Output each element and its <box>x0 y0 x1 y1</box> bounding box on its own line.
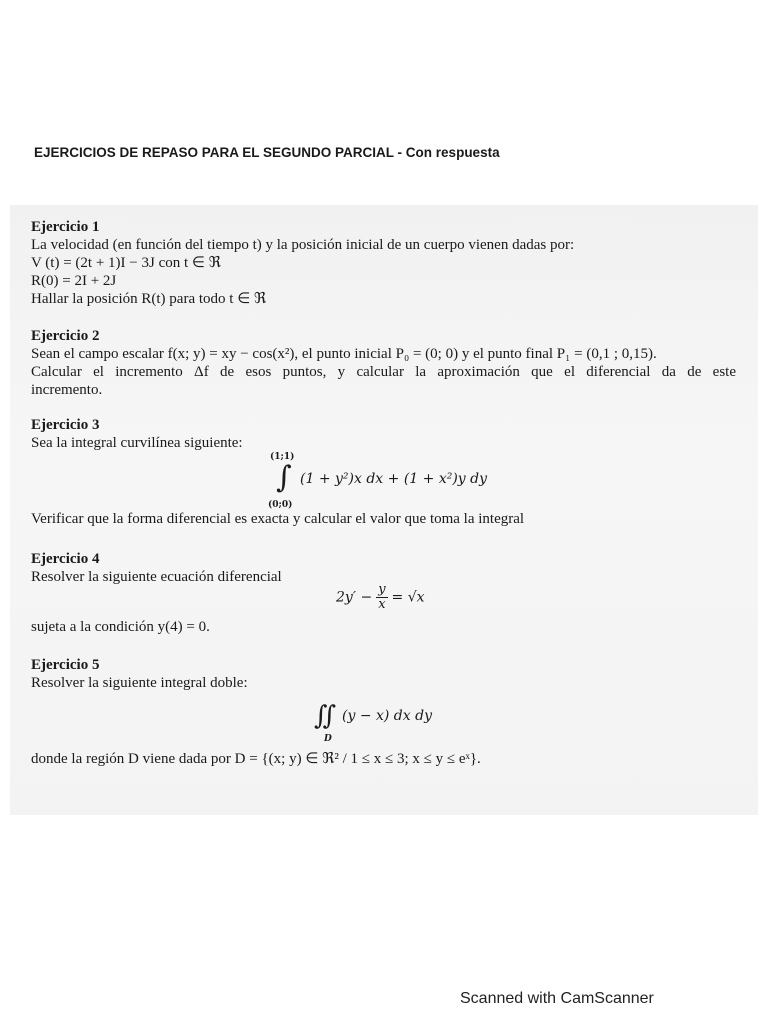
exercise-2-heading: Ejercicio 2 <box>31 328 100 344</box>
exercise-4-statement: Resolver la siguiente ecuación diferencial <box>31 569 282 585</box>
exercise-3 <box>31 416 736 452</box>
exercise-5 <box>31 656 736 692</box>
page-title: EJERCICIOS DE REPASO PARA EL SEGUNDO PARCIAL - Con respuesta <box>34 145 500 160</box>
exercise-1-velocity: V (t) = (2t + 1)I − 3J con t ∈ ℜ <box>31 255 221 271</box>
exercise-1-statement: La velocidad (en función del tiempo t) y la posición inicial de un cuerpo vienen dadas por: <box>31 237 575 253</box>
double-integral-region: D <box>324 734 332 744</box>
exercise-4 <box>31 550 736 586</box>
exercise-1-question: Hallar la posición R(t) para todo t ∈ ℜ <box>31 291 267 307</box>
exercise-4-condition-block <box>31 618 736 636</box>
scanner-watermark: Scanned with CamScanner <box>460 990 654 1007</box>
exercise-4-condition: sujeta a la condición y(4) = 0. <box>31 619 210 635</box>
exercise-5-region: donde la región D viene dada por D = {(x; y) ∈ ℜ² / 1 ≤ x ≤ 3; x ≤ y ≤ eˣ}. <box>31 751 481 767</box>
differential-equation <box>336 583 425 612</box>
exercise-3-heading: Ejercicio 3 <box>31 417 100 433</box>
double-integral-sign: ∬ <box>314 701 337 731</box>
equation-fraction <box>376 583 387 612</box>
exercise-2-statement: Sean el campo escalar f(x; y) = xy − cos(x²), el punto inicial P₀ = (0; 0) y el punto final P₁ = (0,1 ; 0,15). <box>31 346 657 362</box>
exercise-3-question-block <box>31 510 736 528</box>
exercise-1 <box>31 218 736 308</box>
integral-upper-limit: (1;1) <box>270 452 295 462</box>
exercise-1-heading: Ejercicio 1 <box>31 219 100 235</box>
equation-lhs: 2y′ − <box>336 589 373 606</box>
exercise-2-question: Calcular el incremento Δf de esos puntos, y calcular la aproximación que el diferencial da de este <box>31 364 736 380</box>
exercise-3-question: Verificar que la forma diferencial es exacta y calcular el valor que toma la integral <box>31 511 525 527</box>
line-integral-sign: ∫ <box>276 460 292 495</box>
exercise-5-statement: Resolver la siguiente integral doble: <box>31 675 248 691</box>
exercise-3-statement: Sea la integral curvilínea siguiente: <box>31 435 243 451</box>
exercise-4-heading: Ejercicio 4 <box>31 551 100 567</box>
double-integral-integrand: (y − x) dx dy <box>342 708 432 724</box>
line-integral-integrand: (1 + y²)x dx + (1 + x²)y dy <box>300 471 488 487</box>
integral-lower-limit: (0;0) <box>268 500 293 510</box>
exercise-2-question-end: incremento. <box>31 382 103 398</box>
fraction-numerator: y <box>378 582 386 597</box>
equation-rhs: = √x <box>391 589 425 606</box>
exercise-5-region-block <box>31 750 736 768</box>
exercise-1-initial-position: R(0) = 2I + 2J <box>31 273 117 289</box>
fraction-denominator: x <box>378 597 386 612</box>
exercise-5-heading: Ejercicio 5 <box>31 657 100 673</box>
exercise-2 <box>31 327 736 399</box>
